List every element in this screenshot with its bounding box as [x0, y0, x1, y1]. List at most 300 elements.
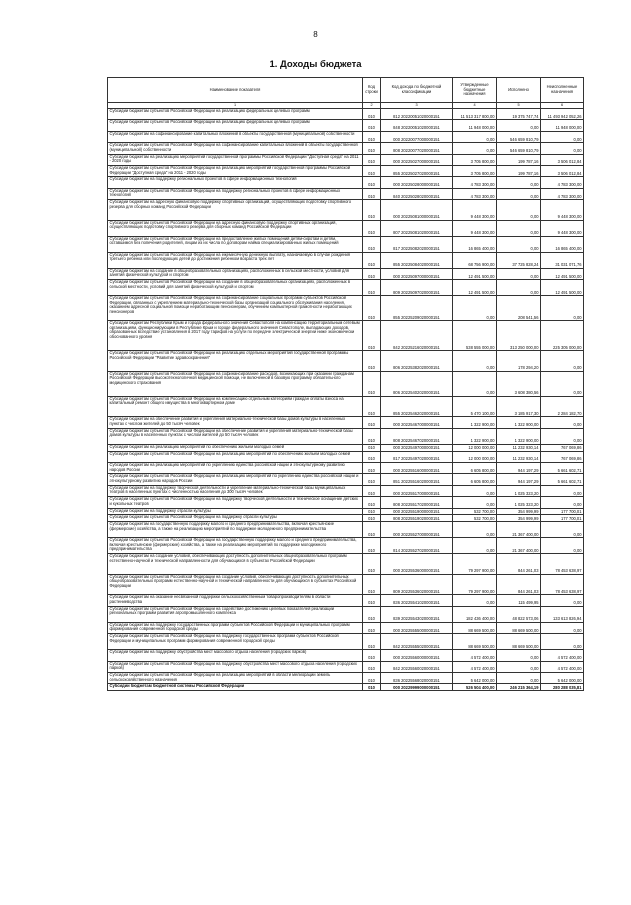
executed-amount: 0,00: [497, 120, 541, 131]
executed-amount: 313 250 000,00: [497, 321, 541, 351]
classification-code: 855 20225027020000151: [381, 165, 453, 176]
classification-code: 000 20225028000000151: [381, 177, 453, 188]
classification-code: 848 20220051020000151: [381, 120, 453, 131]
approved-amount: 11 513 317 800,00: [453, 109, 497, 120]
row-name: Субсидии бюджетам на реализацию мероприятий по укреплению единства российской нации и этнокультурному развитию народов России: [108, 463, 363, 474]
unexecuted-amount: 5 642 000,00: [541, 672, 584, 683]
row-name: Субсидии бюджетам субъектов Российской Федерации на поддержку творческой деятельности и техническое оснащение детских и кукольных театров: [108, 497, 363, 508]
table-row: [108, 220, 584, 236]
table-row: [108, 417, 584, 428]
classification-code: 807 20225081020000151: [381, 220, 453, 236]
approved-amount: 12 000 000,00: [453, 444, 497, 451]
row-name: Субсидии бюджетам на реализацию мероприятий государственной программы Российской Федерации "Доступная среда" на 2011 - 2020 годы: [108, 154, 363, 165]
executed-amount: 0,00: [497, 236, 541, 252]
approved-amount: 88 669 500,00: [453, 622, 497, 633]
table-row: [108, 321, 584, 351]
section-title: 1. Доходы бюджета: [269, 59, 362, 70]
unexecuted-amount: 0,00: [541, 131, 584, 142]
table-row: [108, 131, 584, 142]
row-name: Субсидии бюджетам на оказание несвязанной поддержки сельскохозяйственным товаропроизводителям в области растениеводства: [108, 595, 363, 606]
approved-amount: 0,00: [453, 351, 497, 372]
approved-amount: 5 470 100,00: [453, 396, 497, 417]
unexecuted-amount: 0,00: [541, 634, 584, 650]
header-approved: Утвержденные бюджетные назначения: [453, 78, 497, 103]
row-code: 010: [363, 508, 381, 515]
classification-code: 839 20225543020000151: [381, 606, 453, 622]
executed-amount: 0,00: [497, 188, 541, 199]
table-row: [108, 200, 584, 221]
executed-amount: 546 659 810,79: [497, 131, 541, 142]
row-name: Субсидии бюджетам субъектов Российской Федерации на содействие достижению целевых показателей реализации региональных программ развития агропромышленного комплекса: [108, 606, 363, 622]
row-code: 010: [363, 497, 381, 508]
table-row: [108, 497, 584, 508]
approved-amount: 88 669 500,00: [453, 634, 497, 650]
unexecuted-amount: 0,00: [541, 595, 584, 606]
row-name: Субсидии бюджетам субъектов Российской Федерации на софинансирование капитальных вложений в объекты государственной (муниципальной) собственности: [108, 143, 363, 154]
classification-code: 000 20225536000000151: [381, 554, 453, 575]
header-row-code: Код строки: [363, 78, 381, 103]
unexecuted-amount: 4 572 400,00: [541, 650, 584, 661]
approved-amount: 9 448 300,00: [453, 220, 497, 236]
row-code: 010: [363, 131, 381, 142]
table-row: [108, 485, 584, 496]
unexecuted-amount: 0,00: [541, 371, 584, 396]
row-name: Субсидии бюджетам субъектов Российской Федерации на предоставление жилых помещений детям-сиротам и детям, оставшимся без попечения родителей, лицам из их числа по договорам найма специализированных жилых помещений: [108, 236, 363, 252]
row-name: Субсидии бюджетам субъектов Российской Федерации на ежемесячную денежную выплату, назначаемую в случае рождения третьего ребенка или последующих детей до достижения ребенком возраста трех лет: [108, 252, 363, 268]
table-row: [108, 474, 584, 485]
unexecuted-amount: 3 506 012,84: [541, 154, 584, 165]
unexecuted-amount: 16 865 400,00: [541, 236, 584, 252]
classification-code: 000 20225027000000151: [381, 154, 453, 165]
row-code: 010: [363, 428, 381, 444]
row-code: 010: [363, 634, 381, 650]
unexecuted-amount: 280 288 035,81: [541, 684, 584, 691]
classification-code: 808 20220077020000151: [381, 143, 453, 154]
executed-amount: 944 197,29: [497, 463, 541, 474]
row-name: Субсидии бюджетам на софинансирование капитальных вложений в объекты государственной (муниципальной) собственности: [108, 131, 363, 142]
unexecuted-amount: 0,00: [541, 296, 584, 321]
unexecuted-amount: 0,00: [541, 522, 584, 538]
row-code: 010: [363, 220, 381, 236]
approved-amount: 0,00: [453, 143, 497, 154]
row-name: Субсидии бюджетам субъектов Российской Федерации на поддержку обустройства мест массового отдыха населения (городских парков): [108, 661, 363, 672]
row-code: 010: [363, 444, 381, 451]
classification-code: 836 20225541020000151: [381, 595, 453, 606]
row-name: Субсидии бюджетам на поддержку региональных проектов в сфере информационных технологий: [108, 177, 363, 188]
row-name: Субсидии бюджетам субъектов Российской Федерации на реализацию мероприятий по обеспечению жильем молодых семей: [108, 451, 363, 462]
executed-amount: 88 669 500,00: [497, 622, 541, 633]
row-name: Субсидии бюджетам субъектов Российской Федерации на поддержку отрасли культуры: [108, 515, 363, 522]
executed-amount: 1 322 900,00: [497, 417, 541, 428]
classification-code: 000 20220077000000151: [381, 131, 453, 142]
approved-amount: 3 705 800,00: [453, 165, 497, 176]
executed-amount: 546 659 810,79: [497, 143, 541, 154]
table-body: [108, 109, 584, 691]
row-code: 010: [363, 188, 381, 199]
table-row: [108, 236, 584, 252]
classification-code: 000 20225467000000151: [381, 417, 453, 428]
executed-amount: 0,00: [497, 661, 541, 672]
unexecuted-amount: 31 031 071,76: [541, 252, 584, 268]
row-name: Субсидии бюджетам Республики Крым и города федерального значения Севастополя на компенсацию территориальным сетевым организациям, функционирующим в Республике Крым и городе федерального значения Севастополе, выпадающих доходов, образованных вследствие установления в 2017 году тарифов на услуги по передаче электрической энергии ниже экономически обоснованного уровня: [108, 321, 363, 351]
row-code: 010: [363, 474, 381, 485]
executed-amount: 19 375 747,74: [497, 109, 541, 120]
table-row: [108, 650, 584, 661]
approved-amount: 5 642 000,00: [453, 672, 497, 683]
row-code: 010: [363, 622, 381, 633]
column-number: 5: [497, 103, 541, 109]
approved-amount: 0,00: [453, 497, 497, 508]
approved-amount: 0,00: [453, 538, 497, 554]
row-name: Субсидии бюджетам на адресную финансовую поддержку спортивных организаций, осуществляющих подготовку спортивного резерва для сборных команд Российской Федерации: [108, 200, 363, 221]
header-name: Наименование показателя: [108, 78, 363, 103]
table-row: [108, 522, 584, 538]
row-code: 010: [363, 554, 381, 575]
executed-amount: 246 215 364,19: [497, 684, 541, 691]
approved-amount: 12 491 500,00: [453, 268, 497, 279]
table-row: [108, 252, 584, 268]
unexecuted-amount: 0,00: [541, 622, 584, 633]
row-name: Субсидии бюджетам субъектов Российской Федерации на поддержку государственных программ субъектов Российской Федерации и муниципальных программ формирования современной городской среды: [108, 634, 363, 650]
row-name: Субсидии бюджетам субъектов Российской Федерации на компенсацию отдельным категориям граждан оплаты взноса на капитальный ремонт общего имущества в многоквартирном доме: [108, 396, 363, 417]
unexecuted-amount: 11 948 000,00: [541, 120, 584, 131]
classification-code: 000 20225081000000151: [381, 200, 453, 221]
executed-amount: 178 294,20: [497, 351, 541, 372]
unexecuted-amount: 9 448 300,00: [541, 220, 584, 236]
unexecuted-amount: 78 453 638,97: [541, 554, 584, 575]
approved-amount: 6 605 800,00: [453, 474, 497, 485]
header-unexecuted: Неисполненные назначения: [541, 78, 584, 103]
row-name: Субсидии бюджетам на поддержку отрасли культуры: [108, 508, 363, 515]
row-name: Субсидии бюджетам субъектов Российской Федерации на адресную финансовую поддержку спортивных организаций, осуществляющих подготовку спортивного резерва для сборных команд Российской Федерации: [108, 220, 363, 236]
executed-amount: 0,00: [497, 220, 541, 236]
executed-amount: 844 261,03: [497, 554, 541, 575]
executed-amount: 944 197,29: [497, 474, 541, 485]
approved-amount: 0,00: [453, 485, 497, 496]
executed-amount: 1 025 323,20: [497, 485, 541, 496]
row-code: 010: [363, 574, 381, 595]
table-row: [108, 538, 584, 554]
row-name: Субсидии бюджетам субъектов Российской Федерации на реализацию мероприятий по укреплению единства российской нации и этнокультурному развитию народов России: [108, 474, 363, 485]
row-name: Субсидии бюджетам субъектов Российской Федерации на создание условий, обеспечивающих доступность дополнительных общеобразовательных программ естественно-научной и технической направленности для обучающихся в субъектах Российской Федерации: [108, 574, 363, 595]
row-name: Субсидии бюджетам субъектов Российской Федерации на софинансирование социальных программ субъектов Российской Федерации, связанных с укреплением материально-технической базы организаций социального обслуживания населения, оказанием адресной социальной помощи неработающим пенсионерам, обучением компьютерной грамотности неработающих пенсионеров: [108, 296, 363, 321]
row-code: 010: [363, 672, 381, 683]
approved-amount: 3 705 800,00: [453, 154, 497, 165]
table-row: [108, 165, 584, 176]
classification-code: 855 20225209020000151: [381, 296, 453, 321]
table-row: [108, 515, 584, 522]
row-code: 010: [363, 595, 381, 606]
classification-code: 000 20225097000000151: [381, 268, 453, 279]
approved-amount: 4 783 300,00: [453, 177, 497, 188]
executed-amount: 11 232 930,14: [497, 451, 541, 462]
classification-code: 000 20225560000000151: [381, 650, 453, 661]
classification-code: 809 20225536020000151: [381, 574, 453, 595]
executed-amount: 3 608 380,56: [497, 371, 541, 396]
table-row: [108, 606, 584, 622]
approved-amount: 4 572 400,00: [453, 650, 497, 661]
table-row: [108, 143, 584, 154]
unexecuted-amount: 2 284 182,70: [541, 396, 584, 417]
unexecuted-amount: 4 783 300,00: [541, 177, 584, 188]
row-code: 010: [363, 515, 381, 522]
row-code: 010: [363, 200, 381, 221]
row-name: Субсидии бюджетам субъектов Российской Федерации на реализацию отдельных мероприятий государственной программы Российской Федерации "Развитие здравоохранения": [108, 351, 363, 372]
header-executed: Исполнено: [497, 78, 541, 103]
row-code: 010: [363, 252, 381, 268]
classification-code: 817 20225082020000151: [381, 236, 453, 252]
row-name: Субсидии бюджетам на государственную поддержку малого и среднего предпринимательства, включая крестьянские (фермерские) хозяйства, а также на реализацию мероприятий по поддержке молодежного предпринимательства: [108, 522, 363, 538]
approved-amount: 9 448 300,00: [453, 200, 497, 221]
approved-amount: 12 000 000,00: [453, 451, 497, 462]
unexecuted-amount: 133 613 826,94: [541, 606, 584, 622]
table-row: [108, 177, 584, 188]
row-code: 010: [363, 417, 381, 428]
approved-amount: 4 783 300,00: [453, 188, 497, 199]
row-code: 010: [363, 650, 381, 661]
approved-amount: 79 297 900,00: [453, 574, 497, 595]
row-name: Субсидии бюджетам на поддержку обустройства мест массового отдыха населения (городских парков): [108, 650, 363, 661]
unexecuted-amount: 0,00: [541, 143, 584, 154]
table-row: [108, 634, 584, 650]
approved-amount: 0,00: [453, 595, 497, 606]
approved-amount: 182 436 400,00: [453, 606, 497, 622]
column-number: 3: [381, 103, 453, 109]
approved-amount: 1 322 900,00: [453, 417, 497, 428]
approved-amount: 1 322 900,00: [453, 428, 497, 444]
row-code: 010: [363, 463, 381, 474]
table-row: [108, 574, 584, 595]
table-row: [108, 109, 584, 120]
approved-amount: 6 605 800,00: [453, 463, 497, 474]
table-row: [108, 554, 584, 575]
classification-code: 855 20225462020000151: [381, 396, 453, 417]
unexecuted-amount: 0,00: [541, 485, 584, 496]
approved-amount: 532 700,00: [453, 508, 497, 515]
unexecuted-amount: 4 783 300,00: [541, 188, 584, 199]
unexecuted-amount: 11 493 942 052,26: [541, 109, 584, 120]
executed-amount: 0,00: [497, 672, 541, 683]
row-name: Субсидии бюджетам субъектов Российской Федерации на реализацию мероприятий государственной программы Российской Федерации "Доступная среда" на 2011 - 2020 годы: [108, 165, 363, 176]
classification-code: 836 20225568020000151: [381, 672, 453, 683]
approved-amount: 526 504 400,00: [453, 684, 497, 691]
executed-amount: 0,00: [497, 650, 541, 661]
row-code: 010: [363, 371, 381, 396]
table-row: [108, 268, 584, 279]
row-name: Субсидии бюджетам бюджетной системы Российской Федерации: [108, 684, 363, 691]
classification-code: 842 20225560020000151: [381, 661, 453, 672]
row-name: Субсидии бюджетам на создание условий, обеспечивающих доступность дополнительных общеобразовательных программ естественно-научной и технической направленности для обучающихся в субъектах Российской Федерации: [108, 554, 363, 575]
row-code: 010: [363, 280, 381, 296]
budget-revenue-table: [107, 77, 584, 691]
unexecuted-amount: 0,00: [541, 351, 584, 372]
unexecuted-amount: 0,00: [541, 428, 584, 444]
classification-code: 000 20225497000000151: [381, 444, 453, 451]
table-row: [108, 661, 584, 672]
unexecuted-amount: 12 491 500,00: [541, 268, 584, 279]
classification-code: 814 20225527020000151: [381, 538, 453, 554]
executed-amount: 844 261,03: [497, 574, 541, 595]
unexecuted-amount: 177 700,01: [541, 508, 584, 515]
row-name: Субсидии бюджетам на поддержку творческой деятельности и укрепление материально-технической базы муниципальных театров в населенных пунктах с численностью населения до 300 тысяч человек: [108, 485, 363, 496]
executed-amount: 0,00: [497, 177, 541, 188]
row-code: 010: [363, 120, 381, 131]
row-name: Субсидии бюджетам субъектов Российской Федерации на поддержку региональных проектов в сфере информационных технологий: [108, 188, 363, 199]
unexecuted-amount: 9 448 300,00: [541, 200, 584, 221]
executed-amount: 199 787,16: [497, 165, 541, 176]
unexecuted-amount: 4 572 400,00: [541, 661, 584, 672]
executed-amount: 48 822 573,06: [497, 606, 541, 622]
unexecuted-amount: 225 305 000,00: [541, 321, 584, 351]
classification-code: 000 20225527000000151: [381, 522, 453, 538]
row-name: Субсидии бюджетам субъектов Российской Федерации на софинансирование расходов, возникающих при оказании гражданам Российской Федерации высокотехнологичной медицинской помощи, не включенной в базовую программу обязательного медицинского страхования: [108, 371, 363, 396]
table-row: [108, 154, 584, 165]
classification-code: 842 20225555020000151: [381, 634, 453, 650]
executed-amount: 0,00: [497, 280, 541, 296]
executed-amount: 115 499,95: [497, 595, 541, 606]
approved-amount: 11 948 000,00: [453, 120, 497, 131]
column-number: 2: [363, 103, 381, 109]
approved-amount: 532 700,00: [453, 515, 497, 522]
unexecuted-amount: 5 661 602,71: [541, 474, 584, 485]
unexecuted-amount: 3 506 012,84: [541, 165, 584, 176]
executed-amount: 11 232 930,14: [497, 444, 541, 451]
classification-code: 809 20225097020000151: [381, 280, 453, 296]
classification-code: 806 20225402020000151: [381, 371, 453, 396]
table-row: [108, 120, 584, 131]
row-name: Субсидии бюджетам субъектов Российской Федерации на реализацию мероприятий в области мелиорации земель сельскохозяйственного назначения: [108, 672, 363, 683]
row-code: 010: [363, 143, 381, 154]
row-name: Субсидии бюджетам субъектов Российской Федерации на реализацию федеральных целевых программ: [108, 120, 363, 131]
classification-code: 806 20225382020000151: [381, 351, 453, 372]
executed-amount: 354 999,99: [497, 508, 541, 515]
approved-amount: 0,00: [453, 371, 497, 396]
row-code: 010: [363, 522, 381, 538]
executed-amount: 3 185 917,30: [497, 396, 541, 417]
unexecuted-amount: 767 069,86: [541, 444, 584, 451]
table-row: [108, 451, 584, 462]
table-header-row: [108, 78, 584, 103]
approved-amount: 79 297 900,00: [453, 554, 497, 575]
classification-code: 808 20225519020000151: [381, 515, 453, 522]
unexecuted-amount: 5 661 602,71: [541, 463, 584, 474]
column-number: 1: [108, 103, 363, 109]
classification-code: 000 20225555000000151: [381, 622, 453, 633]
row-code: 010: [363, 351, 381, 372]
unexecuted-amount: 12 491 500,00: [541, 280, 584, 296]
row-code: 010: [363, 236, 381, 252]
row-code: 010: [363, 109, 381, 120]
row-name: Субсидии бюджетам на поддержку государственных программ субъектов Российской Федерации и муниципальных программ формирования современной городской среды: [108, 622, 363, 633]
table-row: [108, 622, 584, 633]
approved-amount: 0,00: [453, 131, 497, 142]
row-code: 010: [363, 538, 381, 554]
table-row: [108, 463, 584, 474]
executed-amount: 37 725 828,24: [497, 252, 541, 268]
page-number: 8: [313, 30, 318, 39]
row-name: Субсидии бюджетам субъектов Российской Федерации на обеспечение развития и укрепления материально-технической базы домов культуры в населенных пунктах с числом жителей до 50 тысяч человек: [108, 428, 363, 444]
row-name: Субсидии бюджетам субъектов Российской Федерации на государственную поддержку малого и среднего предпринимательства, включая крестьянские (фермерские) хозяйства, а также на реализацию мероприятий по поддержке молодежного предпринимательства: [108, 538, 363, 554]
row-code: 010: [363, 177, 381, 188]
classification-code: 000 20225517000000151: [381, 485, 453, 496]
table-row: [108, 595, 584, 606]
executed-amount: 0,00: [497, 268, 541, 279]
executed-amount: 208 541,56: [497, 296, 541, 321]
row-code: 010: [363, 661, 381, 672]
table-row: [108, 684, 584, 691]
classification-code: 842 20225216020000151: [381, 321, 453, 351]
unexecuted-amount: 767 069,86: [541, 451, 584, 462]
executed-amount: 354 999,99: [497, 515, 541, 522]
unexecuted-amount: 0,00: [541, 417, 584, 428]
classification-code: 808 20225517020000151: [381, 497, 453, 508]
classification-code: 817 20225497020000151: [381, 451, 453, 462]
row-code: 010: [363, 606, 381, 622]
row-code: 010: [363, 684, 381, 691]
column-number: 6: [541, 103, 584, 109]
row-name: Субсидии бюджетам на создание в общеобразовательных организациях, расположенных в сельской местности, условий для занятий физической культурой и спортом: [108, 268, 363, 279]
executed-amount: 1 025 323,20: [497, 497, 541, 508]
classification-code: 855 20225084020000151: [381, 252, 453, 268]
approved-amount: 4 572 400,00: [453, 661, 497, 672]
table-row: [108, 672, 584, 683]
row-code: 010: [363, 396, 381, 417]
classification-code: 000 20225519000000151: [381, 508, 453, 515]
row-code: 010: [363, 154, 381, 165]
table-row: [108, 444, 584, 451]
approved-amount: 0,00: [453, 296, 497, 321]
row-name: Субсидии бюджетам субъектов Российской Федерации на создание в общеобразовательных организациях, расположенных в сельской местности, условий для занятий физической культурой и спортом: [108, 280, 363, 296]
row-code: 010: [363, 451, 381, 462]
classification-code: 851 20225516020000151: [381, 474, 453, 485]
row-name: Субсидии бюджетам на обеспечение развития и укрепления материально-технической базы домов культуры в населенных пунктах с числом жителей до 50 тысяч человек: [108, 417, 363, 428]
row-code: 010: [363, 485, 381, 496]
column-number: 4: [453, 103, 497, 109]
approved-amount: 0,00: [453, 522, 497, 538]
approved-amount: 538 555 000,00: [453, 321, 497, 351]
executed-amount: 1 322 900,00: [497, 428, 541, 444]
table-row: [108, 508, 584, 515]
executed-amount: 0,00: [497, 200, 541, 221]
table-row: [108, 188, 584, 199]
table-row: [108, 396, 584, 417]
table-row: [108, 428, 584, 444]
table-row: [108, 351, 584, 372]
row-code: 010: [363, 296, 381, 321]
executed-amount: 88 669 500,00: [497, 634, 541, 650]
table-row: [108, 280, 584, 296]
executed-amount: 199 787,16: [497, 154, 541, 165]
unexecuted-amount: 177 700,01: [541, 515, 584, 522]
approved-amount: 12 491 500,00: [453, 280, 497, 296]
header-classification-code: Код дохода по бюджетной классификации: [381, 78, 453, 103]
table-row: [108, 296, 584, 321]
unexecuted-amount: 0,00: [541, 538, 584, 554]
classification-code: 808 20225467020000151: [381, 428, 453, 444]
executed-amount: 21 367 400,00: [497, 538, 541, 554]
table-row: [108, 371, 584, 396]
row-code: 010: [363, 268, 381, 279]
row-code: 010: [363, 165, 381, 176]
unexecuted-amount: 78 453 638,97: [541, 574, 584, 595]
row-name: Субсидии бюджетам на реализацию мероприятий по обеспечению жильем молодых семей: [108, 444, 363, 451]
executed-amount: 21 367 400,00: [497, 522, 541, 538]
row-name: Субсидии бюджетам субъектов Российской Федерации на реализацию федеральных целевых программ: [108, 109, 363, 120]
classification-code: 000 20225516000000151: [381, 463, 453, 474]
classification-code: 840 20225028020000151: [381, 188, 453, 199]
unexecuted-amount: 0,00: [541, 497, 584, 508]
classification-code: 000 20229999000000151: [381, 684, 453, 691]
